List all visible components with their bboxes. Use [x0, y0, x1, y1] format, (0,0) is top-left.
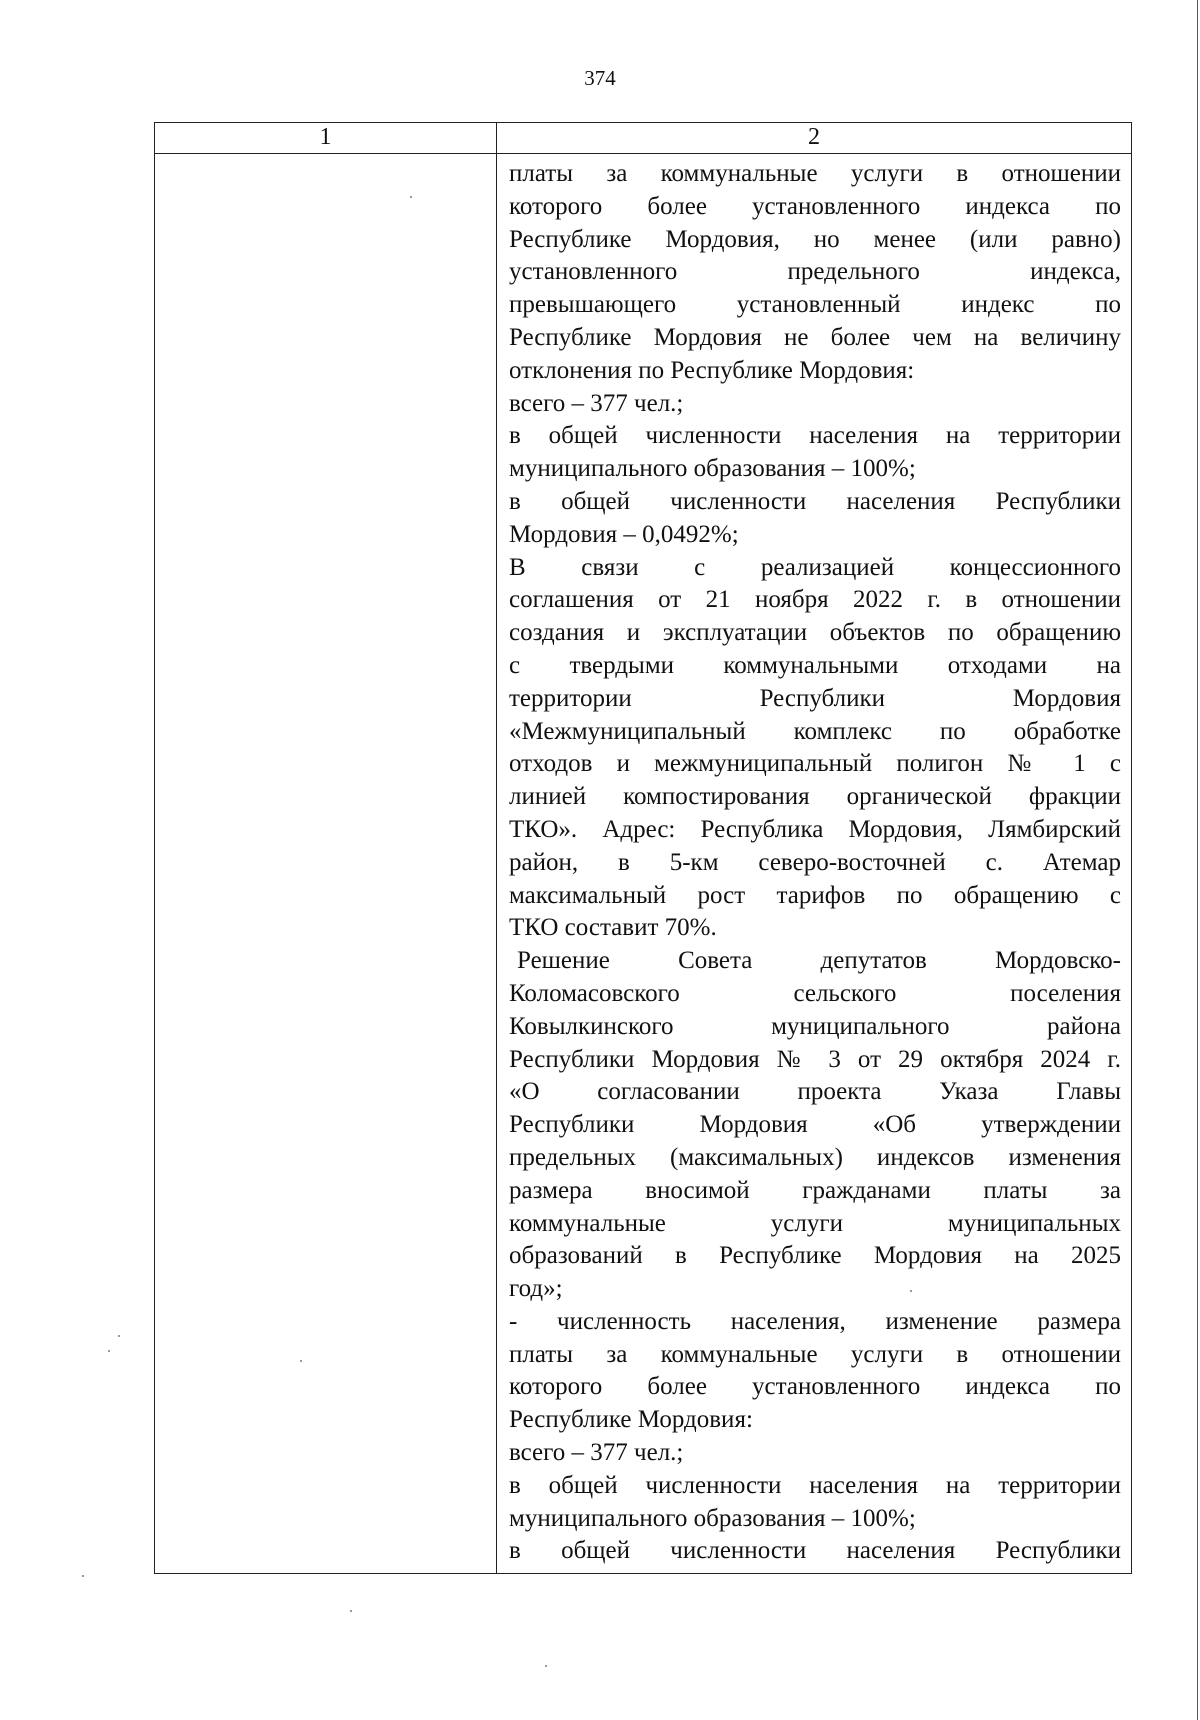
- text-line: установленного предельного индекса,: [509, 258, 1121, 286]
- column-divider: [496, 123, 497, 1573]
- text-line: всего – 377 чел.;: [509, 389, 684, 417]
- text-line: предельных (максимальных) индексов изменения: [509, 1143, 1121, 1171]
- text-line: в общей численности населения Республики: [509, 1537, 1121, 1565]
- text-line: «Межмуниципальный комплекс по обработке: [509, 717, 1121, 745]
- text-line: с твердыми коммунальными отходами на: [509, 651, 1121, 679]
- text-line: превышающего установленный индекс по: [509, 291, 1121, 319]
- text-line: - численность населения, изменение размера: [509, 1307, 1121, 1335]
- scan-speck: [545, 1665, 547, 1667]
- scan-speck: [910, 1290, 912, 1292]
- scan-edge-line: [1197, 0, 1198, 1720]
- text-line: соглашения от 21 ноября 2022 г. в отношении: [509, 586, 1121, 614]
- text-line: Ковылкинского муниципального района: [509, 1012, 1121, 1040]
- text-line: Республики Мордовия № 3 от 29 октября 2024 г.: [509, 1045, 1121, 1073]
- text-line: образований в Республике Мордовия на 2025: [509, 1242, 1121, 1270]
- column-1-header: 1: [319, 124, 332, 150]
- scan-speck: [410, 196, 412, 198]
- text-line: всего – 377 чел.;: [509, 1439, 684, 1467]
- text-line: Решение Совета депутатов Мордовско-: [517, 947, 1121, 975]
- scan-speck: [108, 1350, 110, 1352]
- document-table: [154, 122, 1132, 1574]
- text-line: Коломасовского сельского поселения: [509, 979, 1121, 1007]
- text-line: Республике Мордовия:: [509, 1406, 753, 1434]
- text-line: в общей численности населения Республики: [509, 487, 1121, 515]
- scan-speck: [82, 1575, 84, 1577]
- text-line: территории Республики Мордовия: [509, 684, 1121, 712]
- text-line: отходов и межмуниципальный полигон № 1 с: [509, 750, 1121, 778]
- text-line: коммунальные услуги муниципальных: [509, 1209, 1121, 1237]
- text-line: в общей численности населения на территории: [509, 1471, 1121, 1499]
- text-line: которого более установленного индекса по: [509, 1373, 1121, 1401]
- table-header-row: [155, 123, 1131, 154]
- text-line: «О согласовании проекта Указа Главы: [509, 1078, 1121, 1106]
- text-line: размера вносимой гражданами платы за: [509, 1176, 1121, 1204]
- text-line: максимальный рост тарифов по обращению с: [509, 881, 1121, 909]
- text-line: муниципального образования – 100%;: [509, 1504, 916, 1532]
- scan-speck: [300, 1360, 302, 1362]
- text-line: район, в 5-км северо-восточней с. Атемар: [509, 848, 1121, 876]
- text-line: создания и эксплуатации объектов по обращению: [509, 619, 1121, 647]
- text-line: ТКО». Адрес: Республика Мордовия, Лямбирский: [509, 815, 1121, 843]
- text-line: платы за коммунальные услуги в отношении: [509, 1340, 1121, 1368]
- page-number: 374: [584, 66, 616, 90]
- scan-speck: [350, 1610, 352, 1612]
- text-line: которого более установленного индекса по: [509, 192, 1121, 220]
- text-line: Республики Мордовия «Об утверждении: [509, 1111, 1121, 1139]
- text-line: Республике Мордовия не более чем на величину: [509, 323, 1121, 351]
- text-line: Республике Мордовия, но менее (или равно): [509, 225, 1121, 253]
- scan-speck: [118, 1335, 120, 1337]
- text-line: отклонения по Республике Мордовия:: [509, 356, 915, 384]
- text-line: Мордовия – 0,0492%;: [509, 520, 739, 548]
- text-line: год»;: [509, 1275, 563, 1303]
- text-line: в общей численности населения на территории: [509, 422, 1121, 450]
- text-line: В связи с реализацией концессионного: [509, 553, 1121, 581]
- column-2-header: 2: [808, 124, 820, 150]
- text-line: ТКО составит 70%.: [509, 914, 717, 942]
- text-line: линией компостирования органической фракции: [509, 783, 1121, 811]
- text-line: муниципального образования – 100%;: [509, 455, 916, 483]
- column-2-text: [509, 158, 1121, 1568]
- text-line: платы за коммунальные услуги в отношении: [509, 160, 1121, 187]
